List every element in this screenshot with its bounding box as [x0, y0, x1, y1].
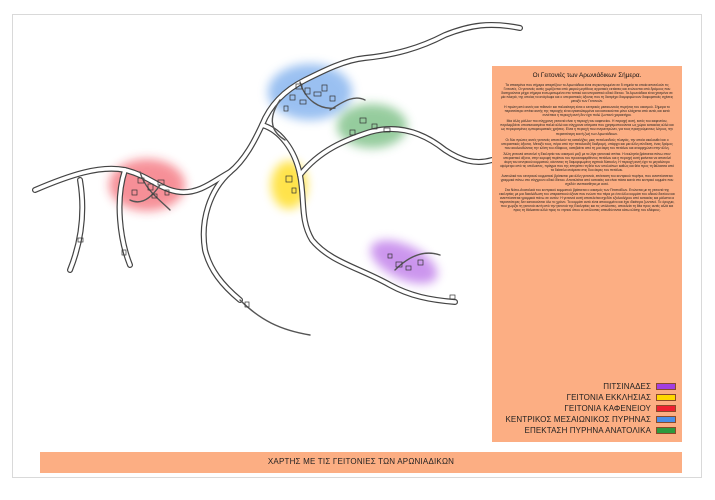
legend-item	[492, 381, 676, 392]
legend-label: ΓΕΙΤΟΝΙΑ ΕΚΚΛΗΣΙΑΣ	[566, 393, 651, 402]
legend-swatch	[656, 405, 676, 412]
legend-item	[492, 414, 676, 425]
legend	[492, 379, 682, 442]
description-paragraph: Μια άλλη μάλλον πιο σύγχρονη γειτονιά είναι η περιοχή του καφενείου. Η περιοχή αυτή, εκτός του καφενείου, περιλαμβάνει υποσκευασμένα παλιά αλλά και σύγχρονα κτίσματα που χρησιμοποιούνται ως χώροι κατοικίας αλλά και ως περιορισμένες εμπορευματικές χρήσεις. Είναι η περιοχή που συγκεντρώνει, για τους προηγούμενους λόγους, την περισσότερη κοινή ζωή των Αρωνιάδικων.	[500, 119, 674, 136]
description-paragraph: Άλλη γειτονιά αποτελεί η Εκκλησία του οικισμού μαζί με τα λίγα γειτονικά σπίτια. Η εκκλησία βρίσκεται πάνω στον υπεραστικό άξονα, στην κορυφή περίπου του προαναφερθέντος πετάλου και η περιοχή αυτή φαίνεται να αποτελεί άκρη του κεντρικού κομματιού, κάνοντας τη διαμορφωμένη σχετικά δύσκολη. Η περιοχή αυτή έχει το μεγαλύτερο υψόμετρο από τις υπόλοιπες, πράγμα που της επιτρέπει τη θέα των υπολοίπων καθώς και θέα προς τη θάλασσα από τα διάσελα ανάμεσα στις δυο άκρες του πετάλου.	[499, 151, 675, 172]
legend-swatch	[656, 427, 676, 434]
description-paragraph: Οι δύο πρώτες αυτές γειτονιές αποτελούν τις καταλήξεις μιας πεταλοειδούς πλαγιάς, την οποία ακολουθεί και ο υπεραστικός άξονας. Μεταξύ τους, πέρα από την πεταλοειδή διαδρομή, υπάρχει και μια άλλη σύνδεση, ένας δρόμος που ακολουθώντας την κλίση του εδάφους, κατεβαίνει από τη μια άκρη του πετάλου και αναρριχώνει στην άλλη.	[501, 137, 673, 150]
description-paragraph: Στα Νότιο-Ανατολικά του κεντρικού κομματιού βρίσκεται ο οικισμός των Πιτσινάδων. Ενώνεται με τη γειτονιά της εκκλησίας με μια διακλάδωση του υπεραστικού άξονα που ενώνει πιο πέρα με ένα άλλο κομμάτι του οδικού δικτύου και αναπτύσσεται γραμμικά πάνω σε αυτόν. Η γειτονιά αυτή αποτελείται σχεδόν εξολοκλήρου από κατοικίες και μάλιστα οι περισσότερες δεν κατοικούνται όλο το χρόνο. Το κομμάτι αυτό είναι αποκομμένο και έχει ιδιαίτερα ζωντανό. Το όρυγμα, που χωρίζει τη γειτονιά αυτή από την γειτονιά της Εκκλησίας και τις υπόλοιπες, αποκλείει τη θέα προς αυτές αλλά και προς τη θάλασσα αλλά προς το νησιού όπου οι υπόλοιπες απευθύνονται κάτω κλίσης του εδάφους.	[499, 188, 675, 213]
description-paragraph: Τα σπασμένα που σήμερα απαρτίζουν το Αρωνιάδικα είναι συγκεντρωμένα σε 5 σημεία τα οποία αποτελούν τις Γειτονιές. Οι γειτονιές αυτές χωρίζονται από μικρού μεγέθους αγροτικές εκτάσεις και ενώνονται από δρόμους που διατηρούνται μέχρι σήμερα ενσωματωμένα στο τοπικό και υπεραστικό οδικό δίκτυο. Τα Αρωνιάδικα είναι χτισμένα σε μία πλαγιά, της οποίας τα ανάγλυφα και ο υπεραστικός άξονας που τη διατρέχει διαμορφώνουν διαφορετικές σχέσεις μεταξύ των Γειτονιών.	[500, 83, 674, 104]
legend-item	[492, 392, 676, 403]
description-title: Οι Γειτονιές των Αρωνιάδικων Σήμερα.	[532, 72, 642, 79]
legend-swatch	[656, 416, 676, 423]
legend-item	[492, 425, 676, 436]
legend-swatch	[656, 383, 676, 390]
description-panel	[492, 66, 682, 383]
legend-label: ΕΠΕΚΤΑΣΗ ΠΥΡΗΝΑ ΑΝΑΤΟΛΙΚΑ	[524, 426, 651, 435]
legend-swatch	[656, 394, 676, 401]
footer-title-bar	[40, 452, 682, 473]
legend-label: ΓΕΙΤΟΝΙΑ ΚΑΦΕΝΕΙΟΥ	[564, 404, 651, 413]
legend-item	[492, 403, 676, 414]
map-title: ΧΑΡΤΗΣ ΜΕ ΤΙΣ ΓΕΙΤΟΝΙΕΣ ΤΩΝ ΑΡΩΝΙΑΔΙΚΩΝ	[267, 457, 455, 466]
description-paragraph: Ανατολικά του κεντρικού κομματιού βρίσκεται μια άλλη γειτονιά, επέκταση του κεντρικού πυρήνα, που αναπτύσσεται γραμμικά πάνω στο σύγχρονο οδικό δίκτυο. Αποτελείται από κατοικίες και είναι πάσα καινά στο κεντρικό κομμάτι που σχεδόν ανεπαισθητα με αυτό.	[500, 173, 674, 187]
description-paragraph: Η πρώτη από αυτές και πιθανόν και παλαιότερη είναι ο κεντρικός μεσαιωνικός πυρήνας του οικισμού. Σήμερα το περισσότερο σπίτια αυτής της περιοχής είναι εγκαταλειμμένα και κατοικούνται μόνο ελάχιστα από αυτά, και κατά συνέπεια η περιοχή αυτή δεν έχει πολύ ζωντανό χαρακτήρα.	[504, 105, 670, 118]
legend-label: ΠΙΤΣΙΝΑΔΕΣ	[603, 382, 651, 391]
legend-label: ΚΕΝΤΡΙΚΟΣ ΜΕΣΑΙΩΝΙΚΟΣ ΠΥΡΗΝΑΣ	[505, 415, 651, 424]
